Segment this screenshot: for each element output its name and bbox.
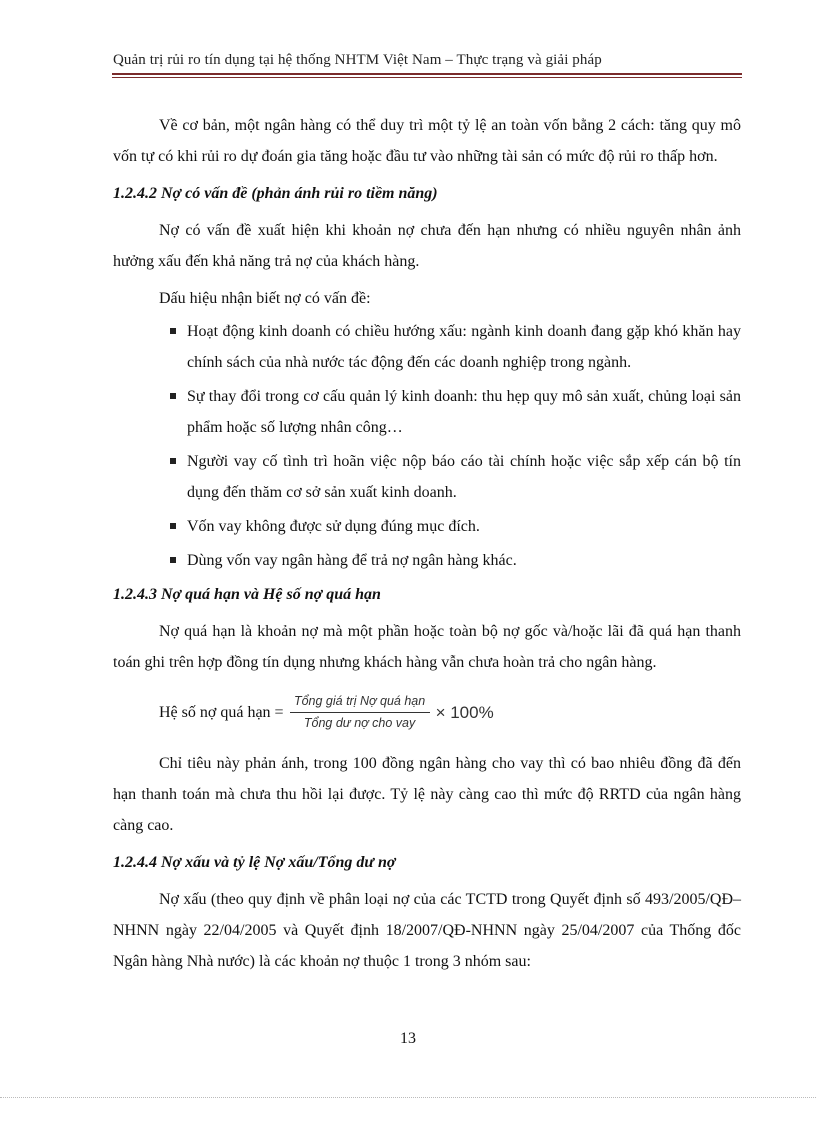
list-item: Dùng vốn vay ngân hàng để trả nợ ngân hàng khác. [113,545,741,576]
header-rule-thick [112,73,742,75]
paragraph-problem-debt: Nợ có vấn đề xuất hiện khi khoản nợ chưa đến hạn nhưng có nhiều nguyên nhân ảnh hưởng xấu đến khả năng trả nợ của khách hàng. [113,222,741,270]
list-item: Sự thay đổi trong cơ cấu quản lý kinh doanh: thu hẹp quy mô sản xuất, chủng loại sản phẩm hoặc số lượng nhân công… [113,381,741,443]
bullet-square-icon [170,328,176,334]
formula-equals: = [274,703,284,721]
section-heading-1-2-4-4: 1.2.4.4 Nợ xấu và tỷ lệ Nợ xấu/Tổng dư nợ [113,854,396,871]
paragraph-signs-intro: Dấu hiệu nhận biết nợ có vấn đề: [159,290,371,307]
bullet-square-icon [170,523,176,529]
signs-list [113,316,741,576]
paragraph-overdue-debt: Nợ quá hạn là khoản nợ mà một phần hoặc toàn bộ nợ gốc và/hoặc lãi đã quá hạn thanh toán ghi trên hợp đồng tín dụng nhưng khách hàng vẫn chưa hoàn trả cho ngân hàng. [113,623,741,671]
formula-denominator: Tổng dư nợ cho vay [303,715,416,730]
list-item: Hoạt động kinh doanh có chiều hướng xấu: ngành kinh doanh đang gặp khó khăn hay chính sách của nhà nước tác động đến các doanh nghiệp trong ngành. [113,316,741,378]
formula-numerator: Tổng giá trị Nợ quá hạn [293,693,426,708]
page-bottom-dotted-line [0,1097,816,1098]
running-header: Quản trị rủi ro tín dụng tại hệ thống NHTM Việt Nam – Thực trạng và giải pháp [113,52,602,68]
formula-label: Hệ số nợ quá hạn [159,703,271,721]
formula-multiplier: × 100% [435,702,494,722]
paragraph-ratio-meaning: Chỉ tiêu này phản ánh, trong 100 đồng ngân hàng cho vay thì có bao nhiêu đồng đã đến hạn thanh toán mà chưa thu hồi lại được. Tỷ lệ này càng cao thì mức độ RRTD của ngân hàng càng cao. [113,755,741,834]
bullet-square-icon [170,393,176,399]
bullet-square-icon [170,458,176,464]
paragraph-capital-ratio: Về cơ bản, một ngân hàng có thể duy trì một tỷ lệ an toàn vốn bằng 2 cách: tăng quy mô vốn tự có khi rủi ro dự đoán gia tăng hoặc đầu tư vào những tài sản có mức độ rủi ro thấp hơn. [113,117,741,165]
list-item: Vốn vay không được sử dụng đúng mục đích. [113,511,741,542]
paragraph-bad-debt: Nợ xấu (theo quy định về phân loại nợ của các TCTD trong Quyết định số 493/2005/QĐ–NHNN ngày 22/04/2005 và Quyết định 18/2007/QĐ-NHNN ngày 25/04/2007 của Thống đốc Ngân hàng Nhà nước) là các khoản nợ thuộc 1 trong 3 nhóm sau: [113,891,741,970]
overdue-ratio-formula [113,686,741,738]
section-heading-1-2-4-3: 1.2.4.3 Nợ quá hạn và Hệ số nợ quá hạn [113,586,381,603]
section-heading-1-2-4-2: 1.2.4.2 Nợ có vấn đề (phản ánh rủi ro tiềm năng) [113,185,438,202]
header-rule-thin [112,77,742,78]
bullet-square-icon [170,557,176,563]
fraction-bar [290,712,430,713]
list-item: Người vay cố tình trì hoãn việc nộp báo cáo tài chính hoặc việc sắp xếp cán bộ tín dụng đến thăm cơ sở sản xuất kinh doanh. [113,446,741,508]
formula-fraction [290,694,430,731]
page-number: 13 [400,1030,416,1047]
page-body [113,110,741,977]
